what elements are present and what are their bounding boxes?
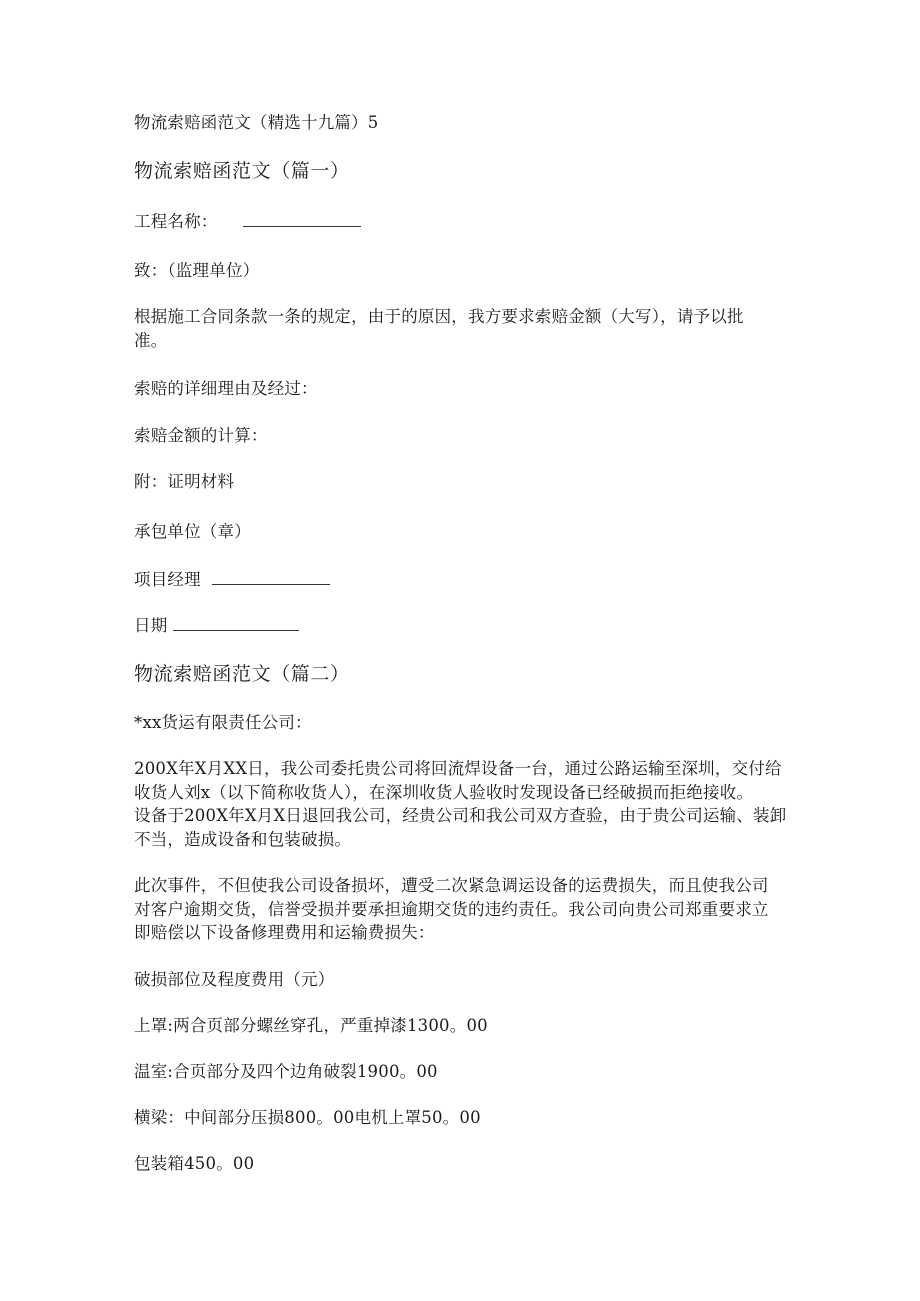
date-blank — [173, 613, 299, 631]
damage-item: 包装箱450。00 — [134, 1154, 255, 1173]
contractor-line: 承包单位（章） — [134, 522, 251, 541]
paragraph-line: 不当，造成设备和包装破损。 — [134, 829, 352, 849]
claim-calc-line: 索赔金额的计算： — [134, 426, 268, 445]
paragraph-line: 此次事件，不但使我公司设备损坏，遭受二次紧急调运设备的运费损失，而且使我公司 — [134, 876, 769, 895]
paragraph-line: 根据施工合同条款一条的规定，由于的原因，我方要求索赔金额（大写），请予以批 — [134, 307, 744, 326]
paragraph-line: 设备于200X年X月X日退回我公司，经贵公司和我公司双方查验，由于贵公司运输、装卸 — [134, 806, 787, 825]
manager-row — [134, 567, 330, 591]
damage-table-header: 破损部位及程度费用（元） — [134, 970, 335, 989]
addressee-line: 致：（监理单位） — [134, 261, 260, 280]
manager-label: 项目经理 — [134, 570, 201, 589]
section-heading-part1: 物流索赔函范文（篇一） — [134, 160, 350, 182]
project-name-row — [134, 209, 361, 233]
paragraph-line: 200X年X月XX日，我公司委托贵公司将回流焊设备一台，通过公路运输至深圳，交付给 — [134, 759, 782, 778]
part2-paragraph-2 — [134, 874, 794, 945]
paragraph-line: 收货人刘x（以下简称收货人），在深圳收货人验收时发现设备已经破损而拒绝接收。 — [134, 782, 754, 802]
section-heading-part2: 物流索赔函范文（篇二） — [134, 663, 350, 685]
project-name-blank — [243, 209, 361, 227]
damage-item: 上罩:两合页部分螺丝穿孔，严重掉漆1300。00 — [134, 1016, 488, 1035]
part2-paragraph-1 — [134, 757, 794, 851]
document-title: 物流索赔函范文（精选十九篇）5 — [134, 113, 379, 132]
part2-addressee: *xx货运有限责任公司： — [134, 713, 312, 732]
date-label: 日期 — [134, 616, 168, 635]
paragraph-line: 对客户逾期交货，信誉受损并要承担逾期交货的违约责任。我公司向贵公司郑重要求立 — [134, 899, 769, 919]
damage-item: 横梁：中间部分压损800。00电机上罩50。00 — [134, 1108, 481, 1127]
claim-reason-line: 索赔的详细理由及经过： — [134, 379, 318, 398]
paragraph-line: 即赔偿以下设备修理费用和运输费损失： — [134, 923, 435, 942]
part1-body-paragraph — [134, 305, 794, 352]
paragraph-line: 准。 — [134, 330, 168, 350]
project-name-label: 工程名称： — [134, 212, 218, 231]
attachment-line: 附：证明材料 — [134, 472, 235, 491]
damage-item: 温室:合页部分及四个边角破裂1900。00 — [134, 1062, 438, 1081]
manager-blank — [212, 567, 330, 585]
date-row — [134, 613, 299, 637]
